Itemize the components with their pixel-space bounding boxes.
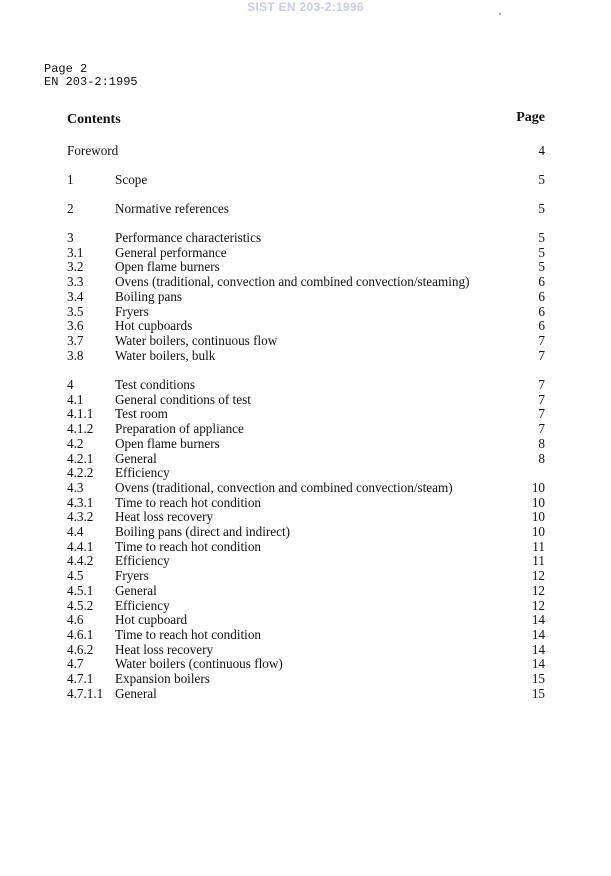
toc-entry-page: 12 bbox=[531, 597, 545, 613]
toc-entry-row bbox=[0, 259, 611, 274]
toc-entry-title: General bbox=[115, 582, 157, 598]
toc-entry-page: 5 bbox=[538, 244, 545, 260]
toc-entry-row bbox=[0, 627, 611, 642]
toc-entry-page: 8 bbox=[538, 435, 545, 451]
toc-foreword-page: 4 bbox=[538, 143, 545, 158]
toc-entry-title: General conditions of test bbox=[115, 391, 251, 407]
toc-entry-page: 14 bbox=[531, 626, 545, 642]
toc-entry-page: 10 bbox=[531, 524, 545, 539]
toc-entry-number: 4.2.1 bbox=[67, 450, 94, 466]
toc-entry-number: 4.3.1 bbox=[67, 494, 94, 510]
toc-entry-row bbox=[0, 509, 611, 524]
toc-entry-page: 14 bbox=[531, 656, 545, 672]
toc-entry-number: 3 bbox=[67, 230, 74, 245]
toc-entry-title: Preparation of appliance bbox=[115, 421, 244, 437]
toc-entry-row bbox=[0, 671, 611, 686]
toc-entry-row bbox=[0, 553, 611, 568]
toc-entry-page: 5 bbox=[538, 230, 545, 245]
toc-entry-title: Water boilers (continuous flow) bbox=[115, 656, 283, 672]
toc-entry-number: 4.1.1 bbox=[67, 406, 94, 422]
toc-entry-page: 6 bbox=[538, 303, 545, 319]
toc-entry-page: 7 bbox=[538, 421, 545, 437]
toc-entry-number: 3.1 bbox=[67, 244, 84, 260]
toc-entry-number: 4.3.2 bbox=[67, 509, 94, 525]
toc-entry-number: 4 bbox=[67, 377, 74, 392]
toc-entry-row bbox=[0, 612, 611, 627]
toc-entry-title: Boiling pans bbox=[115, 288, 183, 304]
toc-entry-row bbox=[0, 451, 611, 466]
toc-entry-page: 6 bbox=[538, 288, 545, 304]
toc-entry-page: 10 bbox=[531, 494, 545, 510]
toc-entry-title: Fryers bbox=[115, 568, 149, 584]
toc-entry-number: 3.8 bbox=[67, 347, 84, 363]
toc-entry-row bbox=[0, 465, 611, 480]
toc-entry-number: 4.4.2 bbox=[67, 553, 94, 569]
toc-entry-title: Performance characteristics bbox=[115, 230, 262, 245]
toc-entry-number: 1 bbox=[67, 172, 74, 187]
toc-entry-row bbox=[0, 495, 611, 510]
toc-entry-row bbox=[0, 333, 611, 348]
toc-entry-number: 3.4 bbox=[67, 288, 84, 304]
toc-entry-row bbox=[0, 348, 611, 363]
toc-entry-page: 5 bbox=[538, 201, 545, 216]
toc-entry-title: Test room bbox=[115, 406, 168, 422]
toc-entry-row bbox=[0, 318, 611, 333]
toc-entry-number: 4.1 bbox=[67, 391, 84, 407]
toc-entry-page: 15 bbox=[531, 671, 545, 686]
toc-entry-title: Open flame burners bbox=[115, 259, 220, 275]
toc-entry-page: 5 bbox=[538, 259, 545, 275]
toc-entry-page: 7 bbox=[538, 391, 545, 407]
toc-entry-row bbox=[0, 568, 611, 583]
toc-entry-title: Efficiency bbox=[115, 553, 170, 569]
toc-entry-number: 4.7.1.1 bbox=[67, 685, 104, 701]
toc-entry-row bbox=[0, 201, 611, 216]
page-column-heading: Page bbox=[516, 110, 545, 125]
toc-entry-number: 4.5.1 bbox=[67, 582, 94, 598]
toc-entry-title: Heat loss recovery bbox=[115, 641, 214, 657]
toc-entry-title: Test conditions bbox=[115, 377, 196, 392]
toc-entry-title: Efficiency bbox=[115, 597, 170, 613]
toc-entry-page: 10 bbox=[531, 509, 545, 525]
toc-entry-number: 3.2 bbox=[67, 259, 84, 275]
toc-entry-row bbox=[0, 642, 611, 657]
toc-entry-row bbox=[0, 436, 611, 451]
toc-entry-row bbox=[0, 392, 611, 407]
toc-entry-row bbox=[0, 274, 611, 289]
toc-entry-row bbox=[0, 686, 611, 701]
toc-entry-page: 5 bbox=[538, 172, 545, 187]
toc-entry-row bbox=[0, 230, 611, 245]
toc-entry-title: General performance bbox=[115, 244, 227, 260]
toc-entry-number: 3.6 bbox=[67, 318, 84, 334]
toc-entry-number: 4.2.2 bbox=[67, 465, 94, 481]
toc-entry-row bbox=[0, 583, 611, 598]
toc-entry-title: Water boilers, bulk bbox=[115, 347, 216, 363]
toc-entry-title: Heat loss recovery bbox=[115, 509, 214, 525]
toc-entry-page: 7 bbox=[538, 332, 545, 348]
toc-entry-title: General bbox=[115, 685, 157, 701]
watermark: SIST EN 203-2:1996 bbox=[247, 0, 364, 14]
toc-entry-page: 12 bbox=[531, 582, 545, 598]
standard-number-line: EN 203-2:1995 bbox=[44, 75, 138, 89]
toc-entry-title: Scope bbox=[115, 172, 148, 187]
toc-entry-row bbox=[0, 539, 611, 554]
toc-entry-page: 15 bbox=[531, 685, 545, 701]
toc-entry-page: 6 bbox=[538, 274, 545, 290]
toc-entry-number: 4.5.2 bbox=[67, 597, 94, 613]
toc-entry-row bbox=[0, 598, 611, 613]
toc-entry-page: 7 bbox=[538, 377, 545, 392]
toc-entry-number: 3.5 bbox=[67, 303, 84, 319]
toc-entry-page: 11 bbox=[532, 538, 545, 554]
toc-entry-title: Ovens (traditional, convection and combined convection/steaming) bbox=[115, 274, 470, 290]
toc-entry-row bbox=[0, 480, 611, 495]
toc-entry-title: Ovens (traditional, convection and combined convection/steam) bbox=[115, 479, 453, 495]
toc-entry-page: 14 bbox=[531, 641, 545, 657]
toc-entry-number: 4.6.2 bbox=[67, 641, 94, 657]
toc-entry-row bbox=[0, 421, 611, 436]
toc-entry-number: 4.4.1 bbox=[67, 538, 94, 554]
toc-entry-title: Expansion boilers bbox=[115, 671, 210, 686]
toc-entry-number: 3.7 bbox=[67, 332, 84, 348]
toc-entry-page: 14 bbox=[531, 612, 545, 628]
toc-entry-title: Efficiency bbox=[115, 465, 170, 481]
toc-entry-number: 4.3 bbox=[67, 479, 84, 495]
toc-entry-number: 2 bbox=[67, 201, 74, 216]
contents-heading: Contents bbox=[67, 112, 121, 127]
toc-entry-title: Open flame burners bbox=[115, 435, 220, 451]
toc-entry-row bbox=[0, 406, 611, 421]
toc-entry-title: Boiling pans (direct and indirect) bbox=[115, 524, 291, 539]
toc-entry-title: Time to reach hot condition bbox=[115, 626, 262, 642]
toc-entry-number: 4.6.1 bbox=[67, 626, 94, 642]
toc-entry-title: Hot cupboards bbox=[115, 318, 193, 334]
toc-entry-page: 7 bbox=[538, 347, 545, 363]
toc-entry-title: Normative references bbox=[115, 201, 229, 216]
toc-entry-row bbox=[0, 524, 611, 539]
toc-entry-page: 6 bbox=[538, 318, 545, 334]
toc-entry-row bbox=[0, 304, 611, 319]
toc-entry-row bbox=[0, 377, 611, 392]
toc-entry-row bbox=[0, 172, 611, 187]
toc-entry-title: Hot cupboard bbox=[115, 612, 188, 628]
toc-entry-title: Water boilers, continuous flow bbox=[115, 332, 278, 348]
toc-entry-page: 7 bbox=[538, 406, 545, 422]
toc-entry-number: 4.7.1 bbox=[67, 671, 94, 686]
toc-foreword-label: Foreword bbox=[67, 143, 119, 158]
toc-entry-title: Time to reach hot condition bbox=[115, 494, 262, 510]
toc-entry-title: General bbox=[115, 450, 157, 466]
toc-entry-number: 4.7 bbox=[67, 656, 84, 672]
toc-entry-number: 3.3 bbox=[67, 274, 84, 290]
toc-entry-number: 4.2 bbox=[67, 435, 84, 451]
toc-entry-number: 4.6 bbox=[67, 612, 84, 628]
toc-foreword-row bbox=[0, 143, 611, 158]
toc-entry-row bbox=[0, 656, 611, 671]
toc-entry-row bbox=[0, 289, 611, 304]
toc-entry-page: 8 bbox=[538, 450, 545, 466]
page-number-line: Page 2 bbox=[44, 62, 88, 76]
toc-entry-title: Time to reach hot condition bbox=[115, 538, 262, 554]
toc-entry-title: Fryers bbox=[115, 303, 149, 319]
toc-entry-row bbox=[0, 245, 611, 260]
toc-entry-number: 4.1.2 bbox=[67, 421, 94, 437]
toc-entry-page: 12 bbox=[531, 568, 545, 584]
toc-entry-number: 4.4 bbox=[67, 524, 84, 539]
scan-speck bbox=[499, 13, 501, 15]
toc-entry-number: 4.5 bbox=[67, 568, 84, 584]
toc-entry-page: 10 bbox=[531, 479, 545, 495]
toc-entry-page: 11 bbox=[532, 553, 545, 569]
